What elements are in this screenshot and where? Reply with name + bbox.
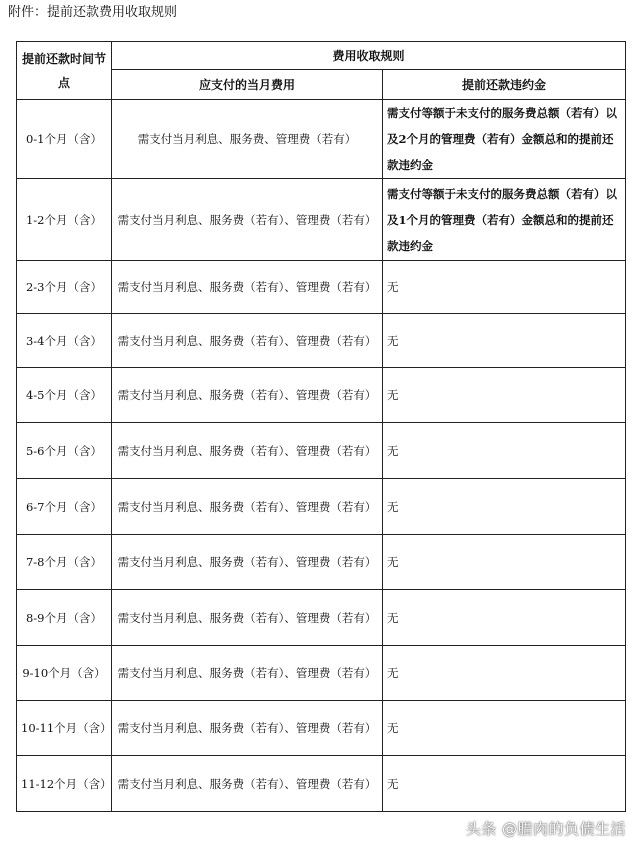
table-row	[17, 756, 626, 812]
table-row	[17, 701, 626, 756]
penalty-cell: 无	[383, 535, 626, 590]
header-period: 提前还款时间节点	[17, 42, 112, 100]
monthly-fee-cell: 需支付当月利息、服务费（若有）、管理费（若有）	[112, 756, 383, 812]
monthly-fee-cell: 需支付当月利息、服务费、管理费（若有）	[112, 100, 383, 179]
period-cell: 0-1个月（含）	[17, 100, 112, 179]
period-cell: 2-3个月（含）	[17, 261, 112, 314]
table-row	[17, 314, 626, 368]
penalty-cell: 无	[383, 701, 626, 756]
penalty-cell: 无	[383, 479, 626, 535]
monthly-fee-cell: 需支付当月利息、服务费（若有）、管理费（若有）	[112, 590, 383, 646]
penalty-cell: 需支付等额于未支付的服务费总额（若有）以及2个月的管理费（若有）金额总和的提前还款违约金	[383, 100, 626, 179]
penalty-cell: 无	[383, 314, 626, 368]
period-cell: 3-4个月（含）	[17, 314, 112, 368]
monthly-fee-cell: 需支付当月利息、服务费（若有）、管理费（若有）	[112, 368, 383, 423]
penalty-cell: 无	[383, 261, 626, 314]
penalty-cell: 需支付等额于未支付的服务费总额（若有）以及1个月的管理费（若有）金额总和的提前还款违约金	[383, 179, 626, 261]
period-cell: 4-5个月（含）	[17, 368, 112, 423]
penalty-cell: 无	[383, 590, 626, 646]
monthly-fee-cell: 需支付当月利息、服务费（若有）、管理费（若有）	[112, 701, 383, 756]
table-row	[17, 535, 626, 590]
period-cell: 6-7个月（含）	[17, 479, 112, 535]
penalty-cell: 无	[383, 423, 626, 479]
penalty-cell: 无	[383, 756, 626, 812]
monthly-fee-cell: 需支付当月利息、服务费（若有）、管理费（若有）	[112, 314, 383, 368]
table-row	[17, 590, 626, 646]
table-row	[17, 261, 626, 314]
document-title: 附件：提前还款费用收取规则	[8, 5, 178, 20]
period-cell: 9-10个月（含）	[17, 646, 112, 701]
table-row	[17, 646, 626, 701]
watermark-text: 头条 @腊肉的负债生活	[465, 820, 626, 838]
monthly-fee-cell: 需支付当月利息、服务费（若有）、管理费（若有）	[112, 179, 383, 261]
table-row	[17, 423, 626, 479]
monthly-fee-cell: 需支付当月利息、服务费（若有）、管理费（若有）	[112, 261, 383, 314]
monthly-fee-cell: 需支付当月利息、服务费（若有）、管理费（若有）	[112, 646, 383, 701]
header-penalty: 提前还款违约金	[383, 70, 626, 100]
table-row	[17, 179, 626, 261]
period-cell: 8-9个月（含）	[17, 590, 112, 646]
penalty-cell: 无	[383, 368, 626, 423]
period-cell: 5-6个月（含）	[17, 423, 112, 479]
table-body	[17, 100, 626, 812]
table-row	[17, 100, 626, 179]
period-cell: 1-2个月（含）	[17, 179, 112, 261]
header-monthly: 应支付的当月费用	[112, 70, 383, 100]
monthly-fee-cell: 需支付当月利息、服务费（若有）、管理费（若有）	[112, 479, 383, 535]
period-cell: 11-12个月（含）	[17, 756, 112, 812]
monthly-fee-cell: 需支付当月利息、服务费（若有）、管理费（若有）	[112, 535, 383, 590]
fee-rules-table	[16, 41, 626, 812]
period-cell: 7-8个月（含）	[17, 535, 112, 590]
monthly-fee-cell: 需支付当月利息、服务费（若有）、管理费（若有）	[112, 423, 383, 479]
table-row	[17, 368, 626, 423]
period-cell: 10-11个月（含）	[17, 701, 112, 756]
penalty-cell: 无	[383, 646, 626, 701]
header-rules: 费用收取规则	[112, 42, 626, 70]
table-row	[17, 479, 626, 535]
